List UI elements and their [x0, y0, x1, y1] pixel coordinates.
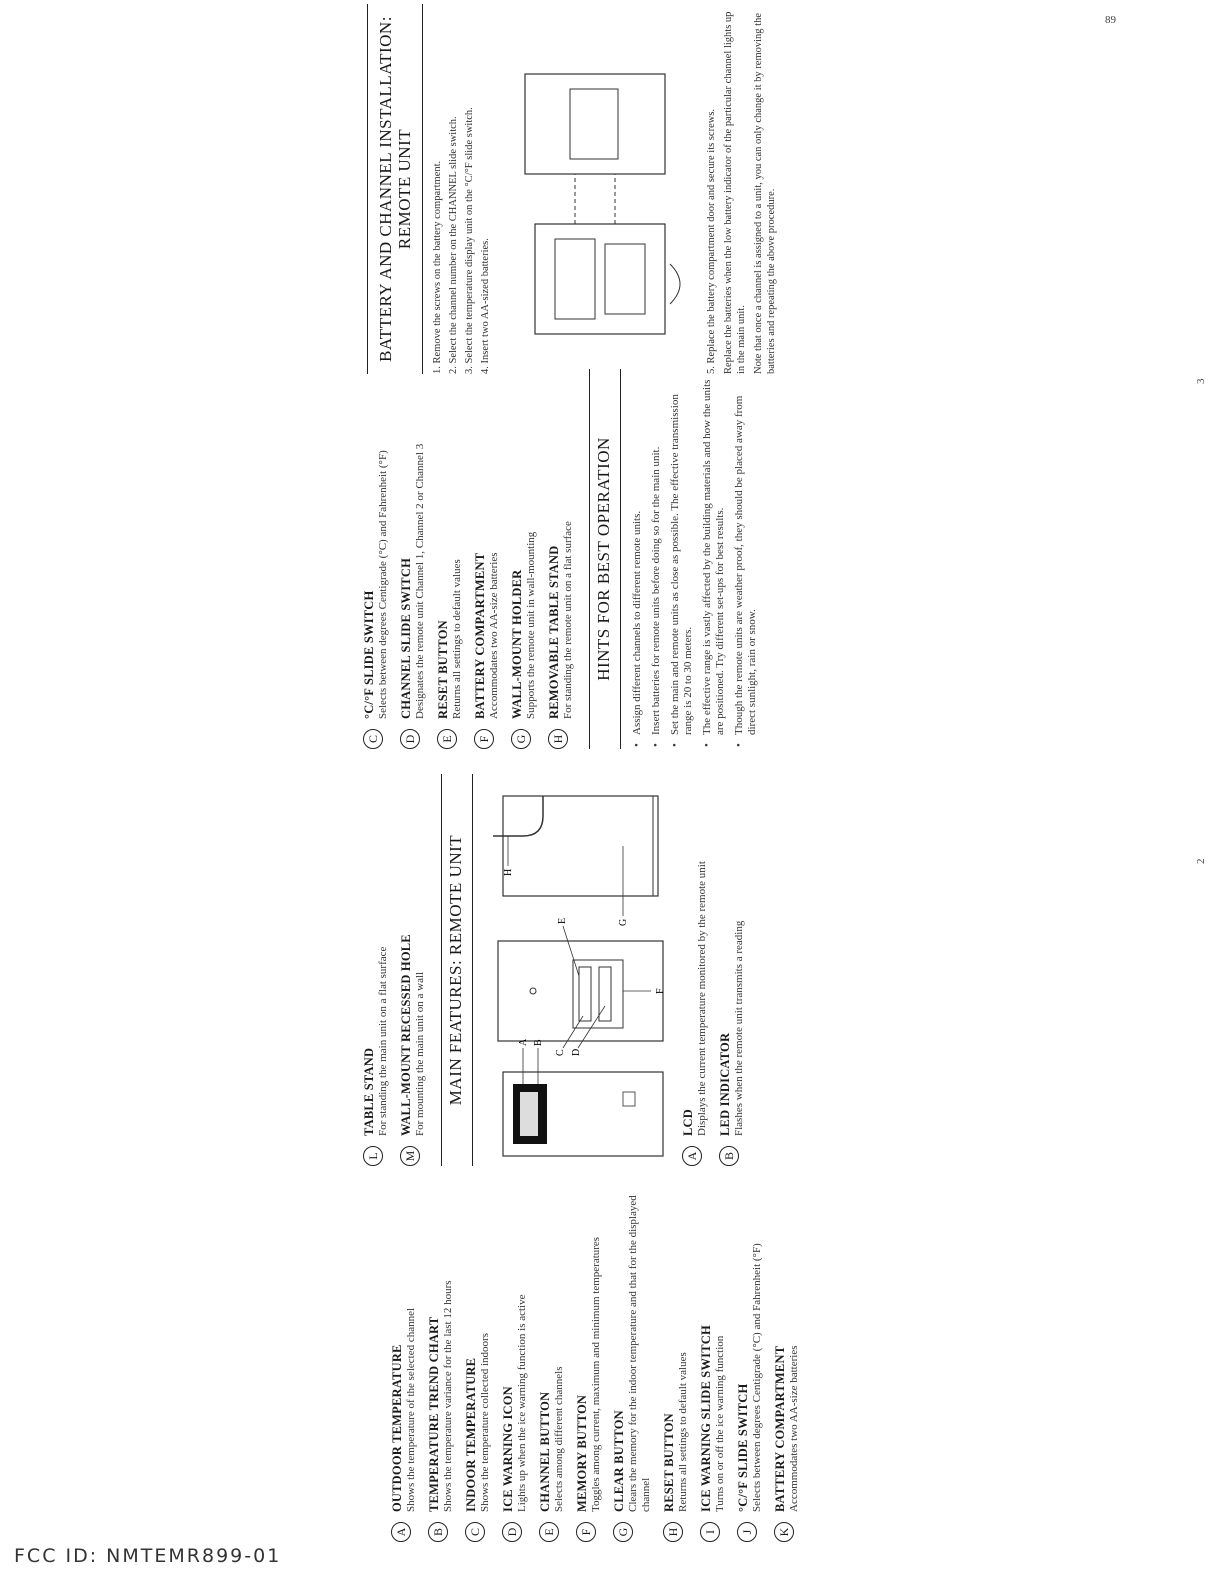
feature-title: °C/°F SLIDE SWITCH [362, 590, 376, 719]
battery-steps [431, 4, 492, 374]
feature-body [699, 1182, 727, 1512]
feature-body [612, 1182, 653, 1512]
battery-step: 1. Remove the screws on the battery compartment. [432, 160, 443, 374]
feature-item [464, 1182, 492, 1542]
feature-description: For mounting the main unit on a wall [414, 971, 426, 1136]
feature-description: Lights up when the ice warning function is active [516, 1294, 528, 1512]
feature-letter-badge: M [400, 1146, 420, 1166]
feature-description: For standing the remote unit on a flat surface [562, 521, 574, 719]
feature-letter-badge: F [576, 1522, 596, 1542]
feature-item [773, 1182, 801, 1542]
diagram-label-f: F [655, 988, 666, 994]
feature-body [538, 1182, 566, 1512]
feature-description: Supports the remote unit in wall-mounting [525, 531, 537, 719]
feature-title: LED INDICATOR [718, 1032, 732, 1136]
feature-description: Shows the temperature variance for the last 12 hours [442, 1280, 454, 1512]
feature-description: Displays the current temperature monitored by the remote unit [696, 861, 708, 1136]
feature-body [773, 1182, 801, 1512]
hint-item: • Insert batteries for remote units before doing so for the main unit. [650, 369, 663, 749]
feature-letter-badge: D [400, 729, 420, 749]
feature-title: CHANNEL SLIDE SWITCH [399, 558, 413, 719]
feature-letter-badge: L [363, 1146, 383, 1166]
feature-body [427, 1182, 455, 1512]
diagram-label-b: B [533, 1039, 544, 1046]
feature-item [436, 369, 464, 749]
feature-letter-badge: G [613, 1522, 633, 1542]
feature-body [399, 369, 427, 719]
hint-item: • Assign different channels to different remote units. [631, 369, 644, 749]
left-feature-column [390, 1182, 810, 1542]
feature-description: Turns on or off the ice warning function [714, 1335, 726, 1512]
feature-item [547, 369, 575, 749]
feature-item [736, 1182, 764, 1542]
feature-description: Selects between degrees Centigrade (°C) and Fahrenheit (°F) [377, 450, 389, 719]
feature-item [399, 369, 427, 749]
diagram-label-d: D [571, 1048, 582, 1056]
feature-title: ICE WARNING ICON [501, 1386, 515, 1512]
feature-title: WALL-MOUNT RECESSED HOLE [399, 934, 413, 1136]
feature-body [464, 1182, 492, 1512]
hint-item: • The effective range is vastly affected by the building materials and how the units are positioned. Try different set-ups for best results. [701, 369, 727, 749]
battery-install-diagram [495, 4, 705, 374]
feature-title: °C/°F SLIDE SWITCH [736, 1383, 750, 1512]
battery-step: 2. Select the channel number on the CHANNEL slide switch. [448, 116, 459, 374]
feature-title: BATTERY COMPARTMENT [473, 552, 487, 719]
feature-title: TABLE STAND [362, 1047, 376, 1136]
feature-letter-badge: C [363, 729, 383, 749]
feature-item [681, 774, 709, 1166]
feature-title: INDOOR TEMPERATURE [464, 1357, 478, 1512]
feature-letter-badge: J [737, 1522, 757, 1542]
feature-item [362, 774, 390, 1166]
feature-title: OUTDOOR TEMPERATURE [390, 1344, 404, 1512]
diagram-label-e: E [557, 917, 568, 924]
feature-description: Flashes when the remote unit transmits a reading [733, 920, 745, 1136]
remote-unit-diagram [483, 774, 673, 1166]
middle-column [362, 774, 755, 1166]
feature-body [662, 1182, 690, 1512]
feature-body [473, 369, 501, 719]
feature-body [718, 774, 746, 1136]
diagram-label-h: H [503, 868, 514, 876]
feature-letter-badge: C [465, 1522, 485, 1542]
feature-title: CLEAR BUTTON [612, 1410, 626, 1512]
feature-description: Clears the memory for the indoor temperature and that for the displayed channel [627, 1195, 652, 1512]
hint-item: • Though the remote units are weather proof, they should be placed away from direct sunlight, rain or snow. [733, 369, 759, 749]
hints-list [631, 369, 759, 749]
feature-letter-badge: E [437, 729, 457, 749]
right-middle-column [362, 369, 765, 749]
feature-title: BATTERY COMPARTMENT [773, 1345, 787, 1512]
feature-title: ICE WARNING SLIDE SWITCH [699, 1325, 713, 1512]
feature-title: RESET BUTTON [662, 1413, 676, 1512]
feature-description: Designates the remote unit Channel 1, Channel 2 or Channel 3 [414, 443, 426, 719]
feature-letter-badge: A [682, 1146, 702, 1166]
feature-letter-badge: D [502, 1522, 522, 1542]
feature-letter-badge: A [391, 1522, 411, 1542]
feature-item [612, 1182, 653, 1542]
battery-step: 4. Insert two AA-sized batteries. [480, 238, 491, 374]
feature-body [681, 774, 709, 1136]
feature-item [510, 369, 538, 749]
feature-item [473, 369, 501, 749]
feature-description: Returns all settings to default values [677, 1352, 689, 1512]
feature-letter-badge: E [539, 1522, 559, 1542]
battery-note: Replace the batteries when the low battery indicator of the particular channel lights up in the main unit. [723, 11, 747, 374]
feature-description: Accommodates two AA-size batteries [788, 1345, 800, 1512]
hints-title: HINTS FOR BEST OPERATION [589, 369, 621, 749]
feature-body [390, 1182, 418, 1512]
diagram-label-g: G [618, 918, 629, 926]
diagram-label-a: A [518, 1038, 529, 1046]
feature-description: Selects among different channels [553, 1366, 565, 1512]
feature-letter-badge: H [663, 1522, 683, 1542]
battery-drawing [495, 4, 705, 374]
battery-note: Note that once a channel is assigned to a unit, you can only change it by removing the batteries and repeating the above procedure. [753, 13, 777, 374]
feature-item [501, 1182, 529, 1542]
feature-letter-badge: K [774, 1522, 794, 1542]
battery-notes [705, 4, 778, 374]
remote-unit-drawing [483, 774, 673, 1166]
feature-body [575, 1182, 603, 1512]
feature-letter-badge: I [700, 1522, 720, 1542]
battery-column [355, 4, 782, 374]
feature-body [510, 369, 538, 719]
feature-description: Shows the temperature collected indoors [479, 1332, 491, 1512]
battery-installation-title: BATTERY AND CHANNEL INSTALLATION: REMOTE UNIT [367, 4, 423, 374]
feature-item [362, 369, 390, 749]
battery-note: 5. Replace the battery compartment door and secure its screws. [706, 108, 717, 374]
feature-description: Selects between degrees Centigrade (°C) and Fahrenheit (°F) [751, 1243, 763, 1512]
page-number-left: 2 [1195, 858, 1207, 864]
feature-item [399, 774, 427, 1166]
feature-letter-badge: B [428, 1522, 448, 1542]
feature-description: Returns all settings to default values [451, 559, 463, 719]
feature-letter-badge: F [474, 729, 494, 749]
feature-item [662, 1182, 690, 1542]
feature-description: Accommodates two AA-size batteries [488, 552, 500, 719]
feature-title: TEMPERATURE TREND CHART [427, 1316, 441, 1512]
feature-description: Shows the temperature of the selected channel [405, 1307, 417, 1512]
fcc-id-label: FCC ID: NMTEMR899-01 [14, 1545, 282, 1567]
feature-item [427, 1182, 455, 1542]
feature-item [538, 1182, 566, 1542]
feature-body [436, 369, 464, 719]
feature-description: For standing the main unit on a flat surface [377, 946, 389, 1136]
feature-body [362, 369, 390, 719]
feature-description: Toggles among current, maximum and minimum temperatures [590, 1236, 602, 1512]
feature-letter-badge: H [548, 729, 568, 749]
battery-step: 3. Select the temperature display unit on the °C/°F slide switch. [464, 107, 475, 374]
feature-body [399, 774, 427, 1136]
feature-item [575, 1182, 603, 1542]
feature-title: RESET BUTTON [436, 620, 450, 719]
page-number-right: 3 [1195, 378, 1207, 384]
feature-title: WALL-MOUNT HOLDER [510, 569, 524, 719]
feature-body [736, 1182, 764, 1512]
feature-item [718, 774, 746, 1166]
feature-item [390, 1182, 418, 1542]
feature-title: CHANNEL BUTTON [538, 1391, 552, 1512]
feature-item [699, 1182, 727, 1542]
feature-body [501, 1182, 529, 1512]
feature-body [362, 774, 390, 1136]
diagram-label-c: C [555, 1049, 566, 1056]
feature-title: MEMORY BUTTON [575, 1394, 589, 1512]
hint-item: • Set the main and remote units as close as possible. The effective transmission range is 20 to 30 meters. [669, 369, 695, 749]
feature-title: LCD [681, 1109, 695, 1136]
page-number-top: 89 [1105, 14, 1116, 26]
feature-title: REMOVABLE TABLE STAND [547, 545, 561, 719]
main-features-title: MAIN FEATURES: REMOTE UNIT [441, 774, 473, 1166]
feature-letter-badge: G [511, 729, 531, 749]
feature-body [547, 369, 575, 719]
feature-letter-badge: B [719, 1146, 739, 1166]
